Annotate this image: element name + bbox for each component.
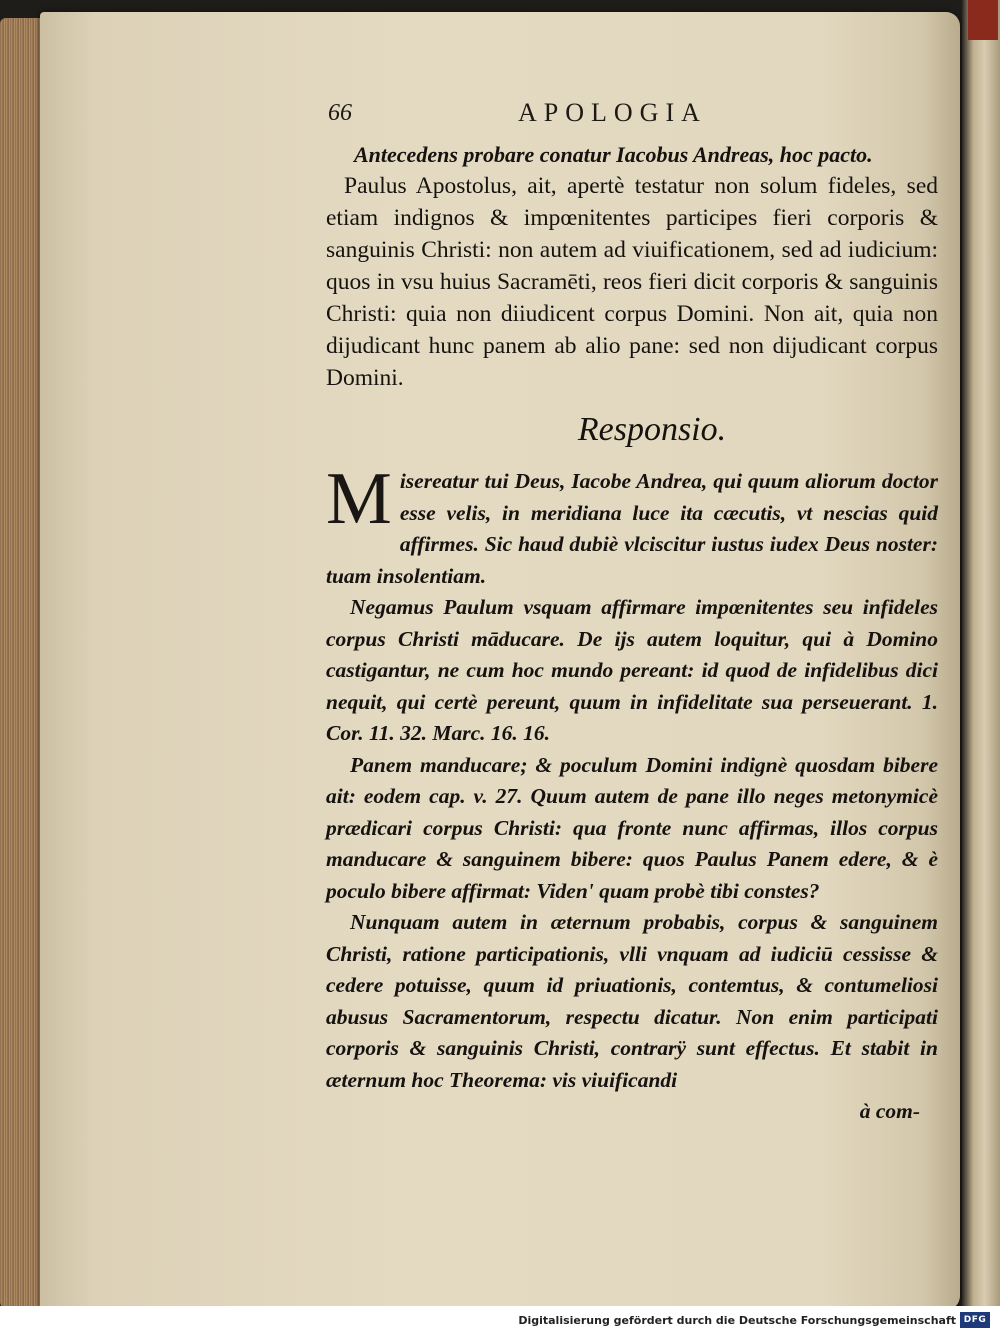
funding-credit: Digitalisierung gefördert durch die Deutsche Forschungsgemeinschaft <box>518 1314 956 1327</box>
facing-page-edge <box>962 0 1000 1332</box>
section-heading: Responsio. <box>577 411 727 448</box>
dfg-logo: DFG <box>960 1312 990 1328</box>
page-body <box>326 140 938 1128</box>
catchword: à com- <box>859 1099 920 1123</box>
argument-paragraph: Paulus Apostolus, ait, apertè testatur non solum fideles, sed etiam indignos & impœnitentes participes fieri corporis & sanguinis Christi: non autem ad viuificationem, sed ad iudicium: quos in vsu huius Sacramēti, reos fieri dicit corporis & sanguinis Christi: quia non diiudicent corpus Domini. Non ait, quia non dijudicant hunc panem ab alio pane: sed non dijudicant corpus Domini. <box>326 173 938 391</box>
binding-tape <box>968 0 998 40</box>
lead-line: Antecedens probare conatur Iacobus Andreas, hoc pacto. <box>354 142 873 167</box>
response-paragraph-1-text: isereatur tui Deus, Iacobe Andrea, qui quum aliorum doctor esse velis, in meridiana luce ita cæcutis, vt nescias quid affirmes. Sic haud dubiè vlciscitur iustus iudex Deus noster: tuam insolentiam. <box>326 469 938 588</box>
page-number: 66 <box>328 100 352 126</box>
footer-bar <box>0 1306 1000 1332</box>
response-paragraph-1 <box>326 458 938 592</box>
argument-section <box>326 140 938 394</box>
running-title: APOLOGIA <box>518 98 707 127</box>
response-paragraph-4: Nunquam autem in æternum probabis, corpus & sanguinem Christi, ratione participationis, vlli vnquam ad iudiciū cessisse & cedere potuisse, quum id priuationis, contemtus, & contumeliosi abusus Sacramentorum, respectu dicatur. Non enim participati corporis & sanguinis Christi, contrarÿ sunt effectus. Et stabit in æternum hoc Theorema: vis viuificandi <box>326 910 938 1092</box>
response-section <box>326 458 938 1128</box>
response-paragraph-3: Panem manducare; & poculum Domini indignè quosdam bibere ait: eodem cap. v. 27. Quum autem de pane illo neges metonymicè prædicari corpus Christi: qua fronte nunc affirmas, illos corpus manducare & sanguinem bibere: quos Paulus Panem edere, & è poculo bibere affirmat: Viden' quam probè tibi constes? <box>326 752 938 903</box>
response-paragraph-2: Negamus Paulum vsquam affirmare impœnitentes seu infideles corpus Christi māducare. De ijs autem loquitur, qui à Domino castigantur, ne cum hoc mundo pereant: id quod de infidelibus dici nequit, qui certè pereunt, quum in infidelitate sua perseuerant. 1. Cor. 11. 32. Marc. 16. 16. <box>326 595 938 745</box>
drop-cap: M <box>326 458 392 540</box>
